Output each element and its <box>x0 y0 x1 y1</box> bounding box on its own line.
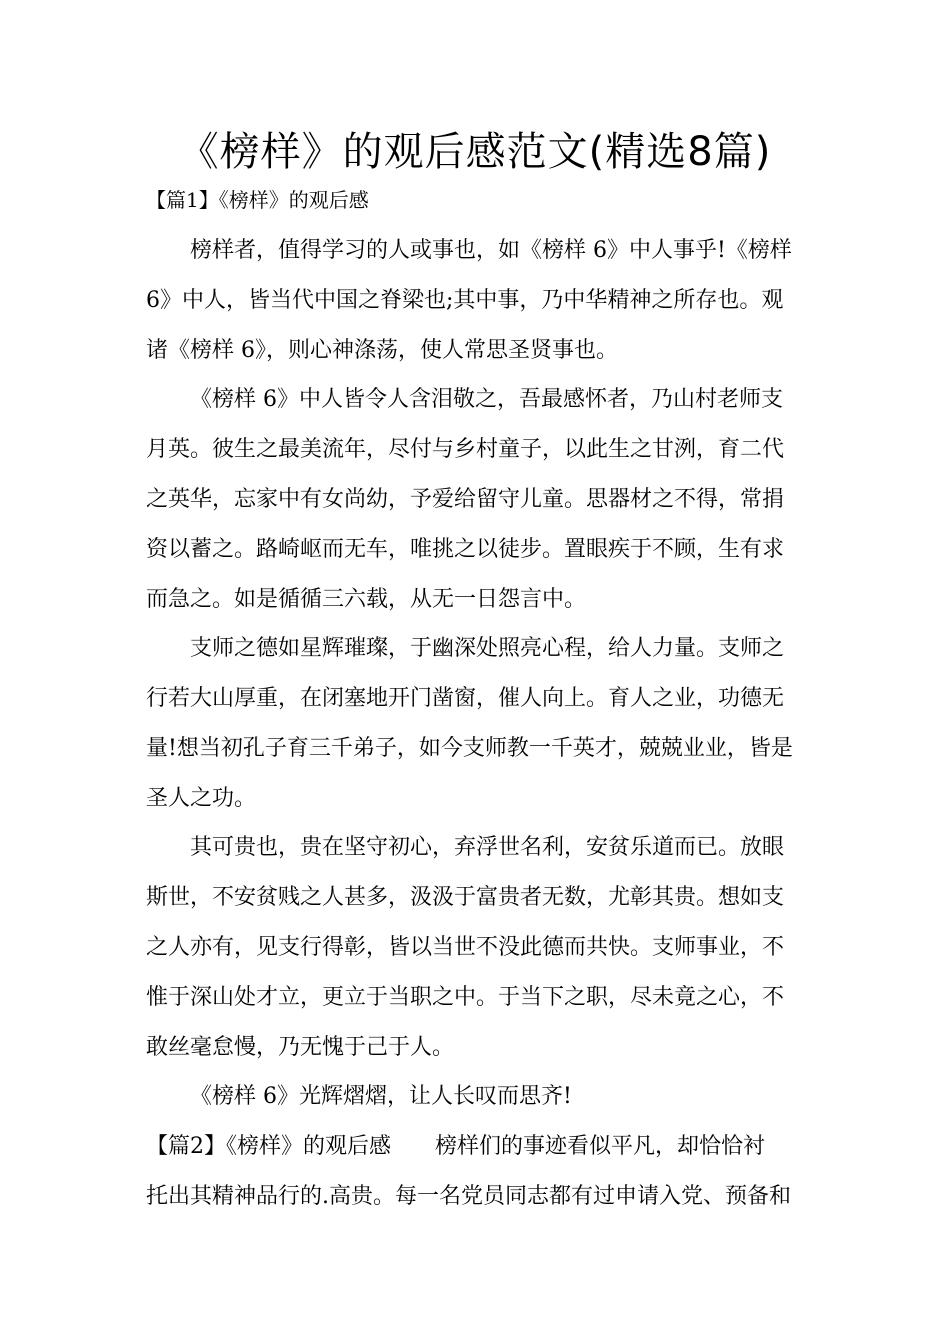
paragraph-line: 《榜样 6》光辉熠熠，让人长叹而思齐! <box>190 1084 572 1109</box>
paragraph-line: 其可贵也，贵在坚守初心，弃浮世名利，安贫乐道而已。放眼 <box>190 835 785 860</box>
paragraph-line: 量!想当初孔子育三千弟子，如今支师教一千英才，兢兢业业，皆是 <box>146 736 793 761</box>
paragraph-line: 而急之。如是循循三六载，从无一日怨言中。 <box>146 587 587 612</box>
paragraph-line: 行若大山厚重，在闭塞地开门凿窗，催人向上。育人之业，功德无 <box>146 686 785 711</box>
paragraph-line: 托出其精神品行的.高贵。每一名党员同志都有过申请入党、预备和 <box>146 1184 791 1209</box>
paragraph-line: 6》中人，皆当代中国之脊梁也;其中事，乃中华精神之所存也。观 <box>146 288 784 313</box>
paragraph-line: 支师之德如星辉璀璨，于幽深处照亮心程，给人力量。支师之 <box>190 636 785 661</box>
paragraph-line: 之人亦有，见支行得彰，皆以当世不没此德而共快。支师事业，不 <box>146 935 785 960</box>
section-1-heading: 【篇1】《榜样》的观后感 <box>146 188 369 212</box>
document-title: 《榜样》的观后感范文(精选8篇) <box>178 129 772 175</box>
paragraph-line: 圣人之功。 <box>146 786 257 811</box>
paragraph-line: 斯世，不安贫贱之人甚多，汲汲于富贵者无数，尤彰其贵。想如支 <box>146 885 785 910</box>
paragraph-line: 之英华，忘家中有女尚幼，予爱给留守儿童。思器材之不得，常捐 <box>146 487 785 512</box>
paragraph-line: 惟于深山处才立，更立于当职之中。于当下之职，尽未竟之心，不 <box>146 985 785 1010</box>
paragraph-line: 诸《榜样 6》，则心神涤荡，使人常思圣贤事也。 <box>146 338 618 363</box>
paragraph-line: 榜样者，值得学习的人或事也，如《榜样 6》中人事乎!《榜样 <box>190 238 792 263</box>
paragraph-line: 敢丝毫怠慢，乃无愧于己于人。 <box>146 1035 455 1060</box>
paragraph-line: 月英。彼生之最美流年，尽付与乡村童子，以此生之甘洌，育二代 <box>146 437 785 462</box>
paragraph-line: 《榜样 6》中人皆令人含泪敬之，吾最感怀者，乃山村老师支 <box>190 387 783 412</box>
paragraph-line: 资以蓄之。路崎岖而无车，唯挑之以徒步。置眼疾于不顾，生有求 <box>146 537 785 562</box>
section-2-first-line: 【篇2】《榜样》的观后感 榜样们的事迹看似平凡，却恰恰衬 <box>146 1134 765 1159</box>
